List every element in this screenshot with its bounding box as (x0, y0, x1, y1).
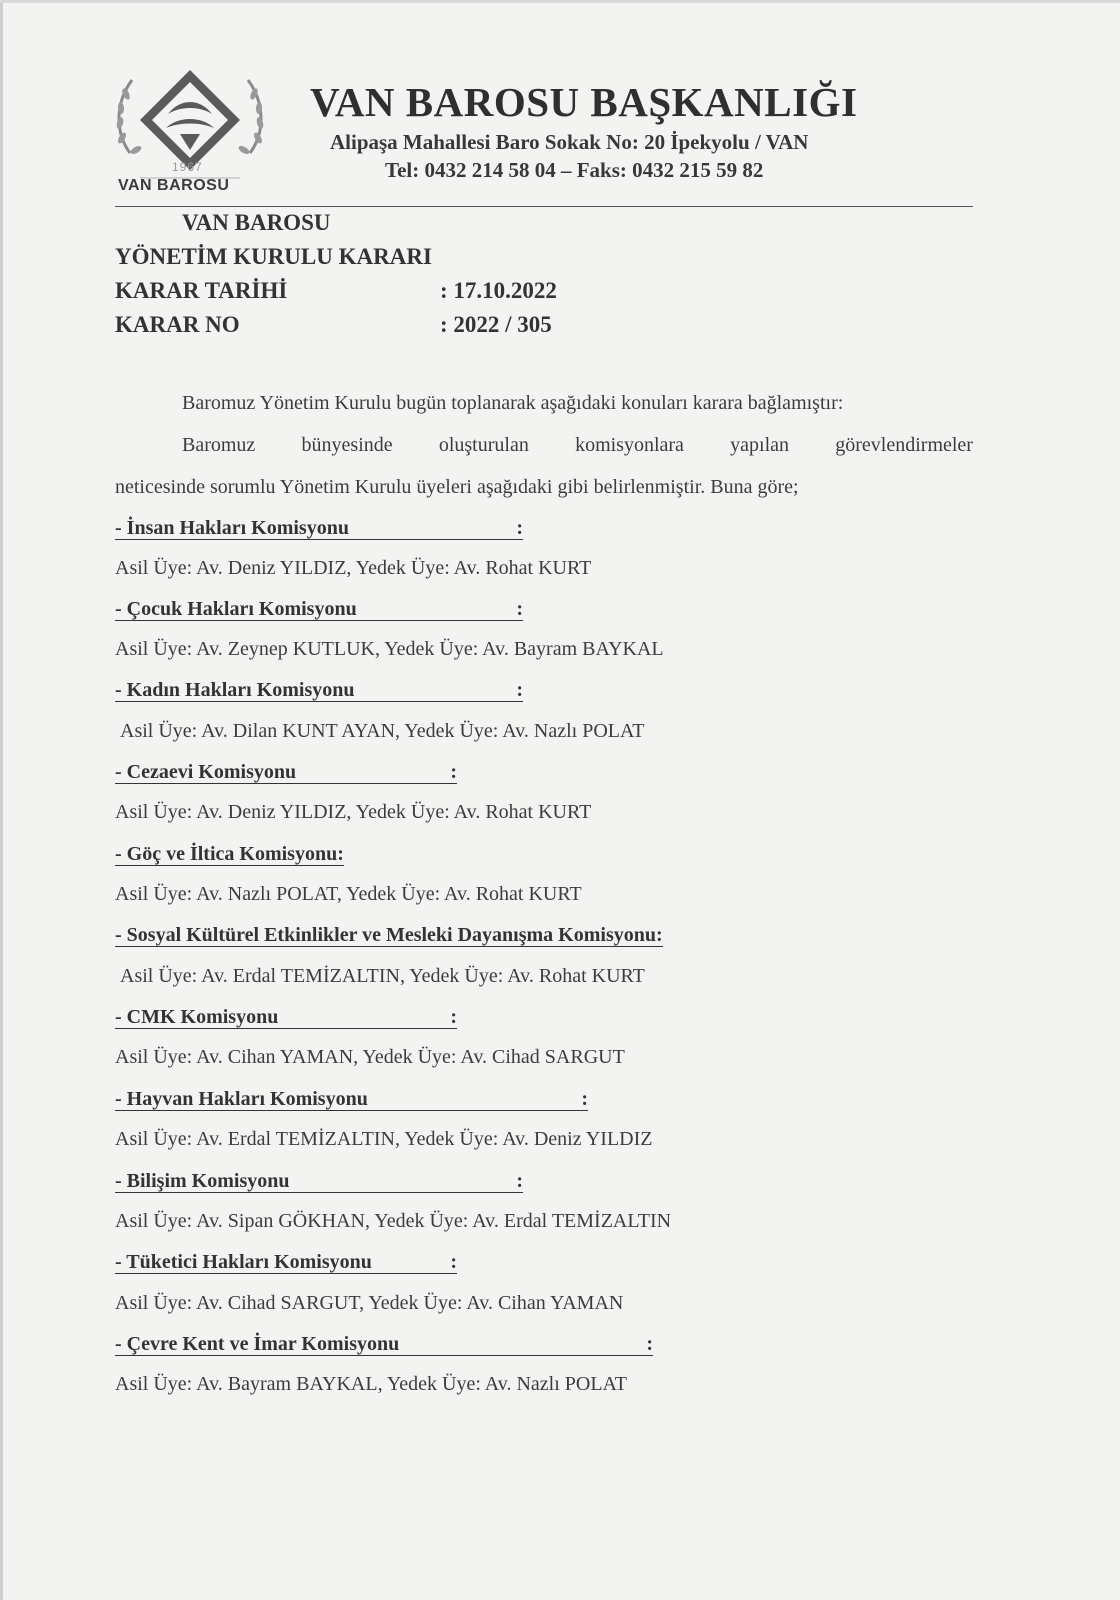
committee-colon: : (516, 517, 523, 539)
committee-colon: : (516, 1170, 523, 1192)
committee-heading (115, 761, 457, 784)
committee-members: Asil Üye: Av. Deniz YILDIZ, Yedek Üye: Av. Rohat KURT (115, 557, 592, 579)
committee-members: Asil Üye: Av. Nazlı POLAT, Yedek Üye: Av. Rohat KURT (115, 883, 582, 905)
committee-heading (115, 598, 523, 621)
decision-no-label: KARAR NO (115, 312, 240, 337)
letterhead-address: Alipaşa Mahallesi Baro Sokak No: 20 İpekyolu / VAN (330, 130, 809, 154)
committee-name: - Kadın Hakları Komisyonu (115, 679, 355, 701)
scan-edge-top (0, 0, 1120, 3)
intro-line-2 (182, 434, 973, 457)
committee-heading (115, 924, 663, 947)
intro-line-3: neticesinde sorumlu Yönetim Kurulu üyeleri aşağıdaki gibi belirlenmiştir. Buna göre; (115, 476, 799, 498)
intro-word: oluşturulan (438, 434, 529, 456)
committee-name: - Göç ve İltica Komisyonu: (115, 843, 344, 865)
committee-members: Asil Üye: Av. Cihad SARGUT, Yedek Üye: Av. Cihan YAMAN (115, 1292, 624, 1314)
committee-colon: : (450, 1251, 457, 1273)
intro-word: görevlendirmeler (835, 434, 973, 456)
committee-members: Asil Üye: Av. Dilan KUNT AYAN, Yedek Üye: Av. Nazlı POLAT (120, 720, 645, 742)
decision-type: YÖNETİM KURULU KARARI (115, 244, 432, 269)
committee-heading (115, 679, 523, 702)
decision-date-label: KARAR TARİHİ (115, 278, 288, 303)
committee-members: Asil Üye: Av. Deniz YILDIZ, Yedek Üye: Av. Rohat KURT (115, 801, 592, 823)
committee-name: - Çocuk Hakları Komisyonu (115, 598, 357, 620)
committee-colon: : (646, 1333, 653, 1355)
letterhead-contact: Tel: 0432 214 58 04 – Faks: 0432 215 59 82 (385, 158, 764, 182)
logo-name: VAN BAROSU (118, 177, 230, 194)
committee-heading (115, 517, 523, 540)
intro-word: yapılan (730, 434, 790, 456)
logo-year: 1967 (172, 160, 203, 174)
committee-name: - Sosyal Kültürel Etkinlikler ve Mesleki Dayanışma Komisyonu: (115, 924, 663, 946)
committee-colon: : (450, 761, 457, 783)
committee-heading (115, 1088, 588, 1111)
committee-heading (115, 1006, 457, 1029)
committee-heading (115, 843, 344, 866)
intro-line-1: Baromuz Yönetim Kurulu bugün toplanarak aşağıdaki konuları karara bağlamıştır: (182, 392, 844, 414)
committee-heading (115, 1333, 653, 1356)
intro-word: bünyesinde (301, 434, 393, 456)
committee-name: - İnsan Hakları Komisyonu (115, 517, 349, 539)
committee-name: - Bilişim Komisyonu (115, 1170, 290, 1192)
header-divider (115, 206, 973, 207)
committee-colon: : (450, 1006, 457, 1028)
decision-no-value: : 2022 / 305 (440, 312, 552, 337)
committee-name: - Çevre Kent ve İmar Komisyonu (115, 1333, 400, 1355)
committee-name: - Hayvan Hakları Komisyonu (115, 1088, 368, 1110)
committee-heading (115, 1251, 457, 1274)
committee-members: Asil Üye: Av. Bayram BAYKAL, Yedek Üye: Av. Nazlı POLAT (115, 1373, 628, 1395)
letterhead-title: VAN BAROSU BAŞKANLIĞI (310, 79, 858, 125)
committee-members: Asil Üye: Av. Erdal TEMİZALTIN, Yedek Üye: Av. Deniz YILDIZ (115, 1128, 653, 1150)
committee-members: Asil Üye: Av. Erdal TEMİZALTIN, Yedek Üye: Av. Rohat KURT (120, 965, 645, 987)
committee-name: - Cezaevi Komisyonu (115, 761, 297, 783)
decision-date-value: : 17.10.2022 (440, 278, 557, 303)
scan-edge-left (0, 0, 3, 1600)
committee-members: Asil Üye: Av. Sipan GÖKHAN, Yedek Üye: Av. Erdal TEMİZALTIN (115, 1210, 672, 1232)
committee-members: Asil Üye: Av. Cihan YAMAN, Yedek Üye: Av. Cihad SARGUT (115, 1046, 625, 1068)
intro-word: komisyonlara (575, 434, 684, 456)
committee-members: Asil Üye: Av. Zeynep KUTLUK, Yedek Üye: Av. Bayram BAYKAL (115, 638, 664, 660)
decision-org: VAN BAROSU (182, 210, 331, 235)
committee-name: - Tüketici Hakları Komisyonu (115, 1251, 372, 1273)
intro-word: Baromuz (182, 434, 256, 456)
committee-name: - CMK Komisyonu (115, 1006, 279, 1028)
committee-colon: : (516, 598, 523, 620)
committee-colon: : (516, 679, 523, 701)
committee-heading (115, 1170, 523, 1193)
committee-colon: : (581, 1088, 588, 1110)
